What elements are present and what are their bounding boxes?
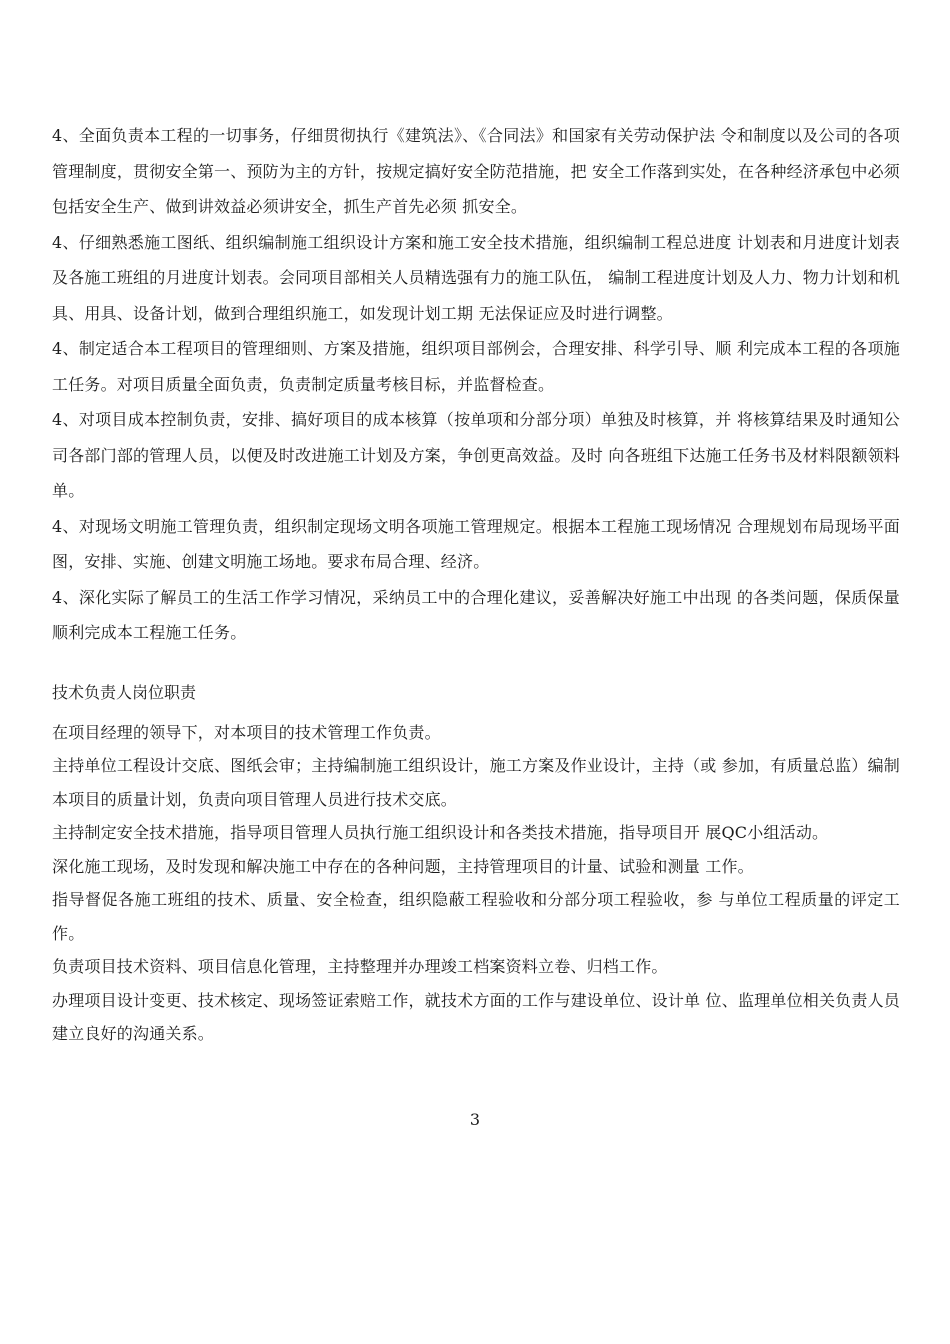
paragraph: 4、仔细熟悉施工图纸、组织编制施工组织设计方案和施工安全技术措施，组织编制工程总进度 计划表和月进度计划表及各施工班组的月进度计划表。会同项目部相关人员精选强有力的施工队伍， 编制工程进度计划及人力、物力计划和机具、用具、设备计划，做到合理组织施工，如发现计划工期 无法保证应及时进行调整。: [52, 232, 900, 323]
technical-lead-duties: [52, 675, 900, 1051]
paragraph: 指导督促各施工班组的技术、质量、安全检查，组织隐蔽工程验收和分部分项工程验收，参 与单位工程质量的评定工作。: [52, 890, 900, 943]
document-page: [52, 118, 900, 1051]
paragraph: 4、对项目成本控制负责，安排、搞好项目的成本核算（按单项和分部分项）单独及时核算，并 将核算结果及时通知公司各部门部的管理人员，以便及时改进施工计划及方案，争创更高效益。及时 向各班组下达施工任务书及材料限额领料单。: [52, 410, 900, 500]
page-number: 3: [469, 1110, 481, 1129]
paragraph: 办理项目设计变更、技术核定、现场签证索赔工作，就技术方面的工作与建设单位、设计单 位、监理单位相关负责人员建立良好的沟通关系。: [52, 990, 900, 1043]
paragraph: 4、对现场文明施工管理负责，组织制定现场文明各项施工管理规定。根据本工程施工现场情况 合理规划布局现场平面图，安排、实施、创建文明施工场地。要求布局合理、经济。: [52, 516, 900, 571]
paragraph: 主持单位工程设计交底、图纸会审；主持编制施工组织设计，施工方案及作业设计，主持（或 参加，有质量总监）编制本项目的质量计划，负责向项目管理人员进行技术交底。: [52, 756, 900, 809]
paragraph: 深化施工现场，及时发现和解决施工中存在的各种问题，主持管理项目的计量、试验和测量 工作。: [52, 856, 754, 876]
paragraph: 主持制定安全技术措施，指导项目管理人员执行施工组织设计和各类技术措施，指导项目开 展QC小组活动。: [52, 823, 829, 842]
paragraph: 4、制定适合本工程项目的管理细则、方案及措施，组织项目部例会，合理安排、科学引导、顺 利完成本工程的各项施工任务。对项目质量全面负责，负责制定质量考核目标，并监督检查。: [52, 339, 900, 394]
project-manager-duties: [52, 118, 900, 651]
paragraph: 4、深化实际了解员工的生活工作学习情况，采纳员工中的合理化建议，妥善解决好施工中出现 的各类问题，保质保量顺利完成本工程施工任务。: [52, 587, 900, 642]
section-title: 技术负责人岗位职责: [52, 682, 197, 702]
paragraph: 负责项目技术资料、项目信息化管理，主持整理并办理竣工档案资料立卷、归档工作。: [52, 957, 668, 976]
paragraph: 4、全面负责本工程的一切事务，仔细贯彻执行《建筑法》、《合同法》和国家有关劳动保护法 令和制度以及公司的各项管理制度，贯彻安全第一、预防为主的方针，按规定搞好安全防范措施，把 安全工作落到实处，在各种经济承包中必须包括安全生产、做到讲效益必须讲安全，抓生产首先必须 抓安全。: [52, 126, 900, 216]
paragraph: 在项目经理的领导下，对本项目的技术管理工作负责。: [52, 722, 441, 742]
